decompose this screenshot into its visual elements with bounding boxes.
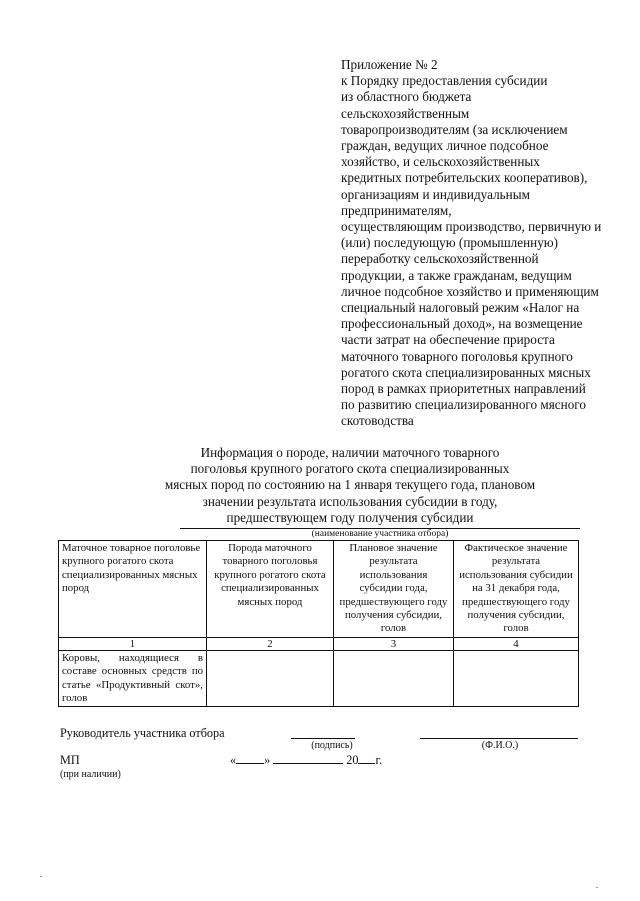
appendix-line: скотоводства [341, 413, 414, 429]
table-header-cell: Порода маточного товарного поголовья крупного рогатого скота специализированных мясных пород [207, 541, 334, 638]
appendix-line: части затрат на обеспечение прироста [341, 332, 555, 348]
table-row [59, 650, 579, 707]
appendix-line: рогатого скота специализированных мясных [341, 364, 591, 380]
table-number-cell: 1 [59, 637, 207, 650]
appendix-line: хозяйство, и сельскохозяйственных [341, 154, 540, 170]
table-cell-actual[interactable] [454, 650, 579, 707]
appendix-line: кредитных потребительских кооперативов), [341, 170, 588, 186]
date-close-quote: » [264, 753, 271, 767]
fio-blank[interactable] [420, 738, 578, 739]
appendix-line: профессиональный доход», на возмещение [341, 316, 583, 332]
appendix-line: специальный налоговый режим «Налог на [341, 300, 580, 316]
appendix-line: личное подсобное хозяйство и применяющим [341, 283, 599, 299]
fio-caption: (Ф.И.О.) [481, 740, 519, 751]
info-title-line: значении результата использования субсидии в году, [202, 493, 498, 509]
date-year-prefix: 20 [346, 753, 359, 767]
info-title-line: предшествующем году получения субсидии [226, 509, 474, 525]
participant-caption: (наименование участника отбора) [311, 529, 449, 539]
date-open-quote: « [230, 753, 237, 767]
table-number-cell: 4 [454, 637, 579, 650]
scan-speck [40, 876, 42, 877]
appendix-line: осуществляющим производство, первичную и [341, 219, 602, 235]
date-field [230, 753, 382, 768]
info-title-line: Информация о породе, наличии маточного товарного [200, 445, 500, 460]
appendix-line: пород в рамках приоритетных направлений [341, 381, 586, 397]
appendix-line: граждан, ведущих личное подсобное [341, 138, 549, 154]
table-number-cell: 3 [334, 637, 454, 650]
appendix-line: переработку сельскохозяйственной [341, 251, 539, 267]
appendix-line: организациям и индивидуальным [341, 186, 530, 202]
table-number-row [59, 637, 579, 650]
appendix-line: из областного бюджета [341, 89, 472, 105]
appendix-line: товаропроизводителям (за исключением [341, 121, 568, 137]
appendix-header [341, 57, 631, 430]
table-cell-category: Коровы, находящиеся в составе основных средств по статье «Продуктивный скот», голов [59, 650, 207, 707]
signature-caption: (подпись) [311, 740, 353, 751]
date-day-blank[interactable] [236, 753, 264, 764]
table-cell-planned[interactable] [334, 650, 454, 707]
table-header-cell: Фактическое значение результата использования субсидии на 31 декабря года, предшествующего году получения субсидии, голов [454, 541, 579, 638]
scan-speck [596, 887, 598, 888]
head-label: Руководитель участника отбора [60, 726, 225, 740]
appendix-line: Приложение № 2 [341, 57, 438, 72]
signature-blank[interactable] [291, 738, 355, 739]
table-header-cell: Маточное товарное поголовье крупного рогатого скота специализированных мясных пород [59, 541, 207, 638]
appendix-line: (или) последующую (промышленную) [341, 235, 559, 251]
appendix-line: к Порядку предоставления субсидии [341, 73, 548, 89]
date-year-suffix: г. [375, 753, 383, 767]
appendix-line: маточного товарного поголовья крупного [341, 348, 573, 364]
date-year-blank[interactable] [358, 753, 375, 764]
table-number-cell: 2 [207, 637, 334, 650]
info-title-line: мясных пород по состоянию на 1 января текущего года, плановом [164, 477, 536, 493]
appendix-line: продукции, а также гражданам, ведущим [341, 267, 572, 283]
info-title [150, 445, 550, 526]
table-cell-breed[interactable] [207, 650, 334, 707]
appendix-line: сельскохозяйственным [341, 105, 470, 121]
date-month-blank[interactable] [273, 753, 343, 764]
info-title-line: поголовья крупного рогатого скота специализированных [190, 461, 510, 477]
table-header-cell: Плановое значение результата использования субсидии года, предшествующего году получения субсидии, голов [334, 541, 454, 638]
appendix-line: предпринимателям, [341, 202, 452, 218]
stamp-label: МП [60, 753, 80, 767]
table-header-row [59, 541, 579, 638]
info-table [58, 540, 579, 707]
stamp-note: (при наличии) [60, 769, 121, 780]
appendix-line: по развитию специализированного мясного [341, 397, 586, 413]
